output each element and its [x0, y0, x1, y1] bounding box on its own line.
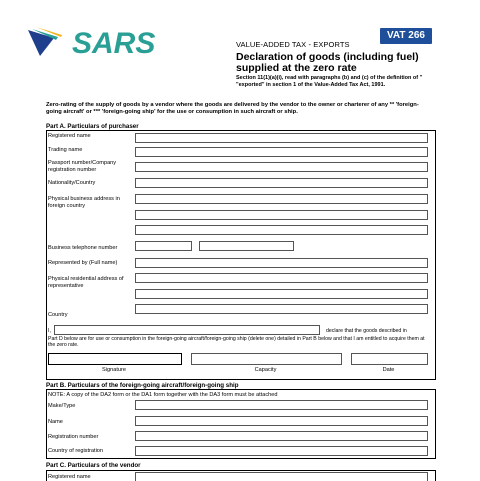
- business-address-input-2[interactable]: [135, 210, 428, 220]
- part-b-heading: Part B. Particulars of the foreign-going aircraft/foreign-going ship: [46, 382, 239, 389]
- registration-number-label: Registration number: [48, 434, 99, 440]
- declarant-name-input[interactable]: [54, 325, 320, 335]
- passport-label: Passport number/Company registration number: [48, 160, 117, 173]
- business-address-input-3[interactable]: [135, 225, 428, 235]
- residential-address-label: Physical residential address of representative: [48, 276, 124, 289]
- signature-input[interactable]: [48, 353, 182, 365]
- sars-logo-graphic: [28, 24, 166, 60]
- country-of-registration-label: Country of registration: [48, 448, 104, 454]
- part-b-note: NOTE: A copy of the DA2 form or the DA1 form together with the DA3 form must be attached: [48, 392, 278, 398]
- aircraft-name-label: Name: [48, 419, 63, 425]
- date-label: Date: [382, 367, 395, 373]
- form-subtitle: Section 11(1)(a)(i), read with paragraphs (b) and (c) of the definition of " "exported" in section 1 of the Value-Added Tax Act, 1991.: [236, 75, 423, 88]
- declaration-prefix: I,: [48, 328, 51, 334]
- business-address-label: Physical business address in foreign country: [48, 196, 120, 209]
- country-of-registration-input[interactable]: [135, 446, 428, 456]
- residential-address-input-1[interactable]: [135, 273, 428, 283]
- declaration-body: Part D below are for use or consumption in the foreign-going aircraft/foreign-going ship (delete one) detailed in Part B below and that I am entitled to acquire them at the zero rate.: [48, 336, 425, 349]
- make-type-label: Make/Type: [48, 403, 76, 409]
- trading-name-label: Trading name: [48, 147, 83, 153]
- represented-by-label: Represented by (Full name): [48, 260, 118, 266]
- registration-number-input[interactable]: [135, 431, 428, 441]
- make-type-input[interactable]: [135, 400, 428, 410]
- logo-wordmark: SARS: [72, 27, 156, 60]
- form-code-badge: VAT 266: [380, 28, 432, 44]
- form-type: VALUE-ADDED TAX - EXPORTS: [236, 40, 350, 49]
- intro-text: Zero-rating of the supply of goods by a vendor where the goods are delivered by the vendor to the owner or charterer of any ** 'foreign-going aircraft' or *** 'foreign-going ship' for the use or consumption in such aircraft or ship.: [46, 102, 419, 115]
- registered-name-label: Registered name: [48, 133, 91, 139]
- business-phone-code-input[interactable]: [135, 241, 192, 251]
- nationality-label: Nationality/Country: [48, 180, 96, 186]
- declaration-suffix: declare that the goods described in: [326, 328, 407, 334]
- country-label: Country: [48, 312, 68, 318]
- registered-name-input[interactable]: [135, 133, 428, 143]
- nationality-input[interactable]: [135, 178, 428, 188]
- signature-label: Signature: [102, 367, 126, 373]
- passport-input[interactable]: [135, 162, 428, 172]
- business-address-input-1[interactable]: [135, 194, 428, 204]
- capacity-input[interactable]: [191, 353, 342, 365]
- vendor-registered-name-label: Registered name: [48, 474, 91, 480]
- part-a-heading: Part A. Particulars of purchaser: [46, 123, 139, 130]
- represented-by-input[interactable]: [135, 258, 428, 268]
- capacity-label: Capacity: [254, 367, 277, 373]
- business-phone-number-input[interactable]: [199, 241, 294, 251]
- business-phone-label: Business telephone number: [48, 245, 118, 251]
- residential-address-input-2[interactable]: [135, 289, 428, 299]
- form-title: Declaration of goods (including fuel) supplied at the zero rate: [236, 51, 419, 74]
- trading-name-input[interactable]: [135, 147, 428, 157]
- aircraft-name-input[interactable]: [135, 416, 428, 426]
- date-input[interactable]: [351, 353, 428, 365]
- part-c-heading: Part C. Particulars of the vendor: [46, 462, 141, 469]
- sars-logo: [28, 24, 166, 60]
- residential-address-input-3[interactable]: [135, 304, 428, 314]
